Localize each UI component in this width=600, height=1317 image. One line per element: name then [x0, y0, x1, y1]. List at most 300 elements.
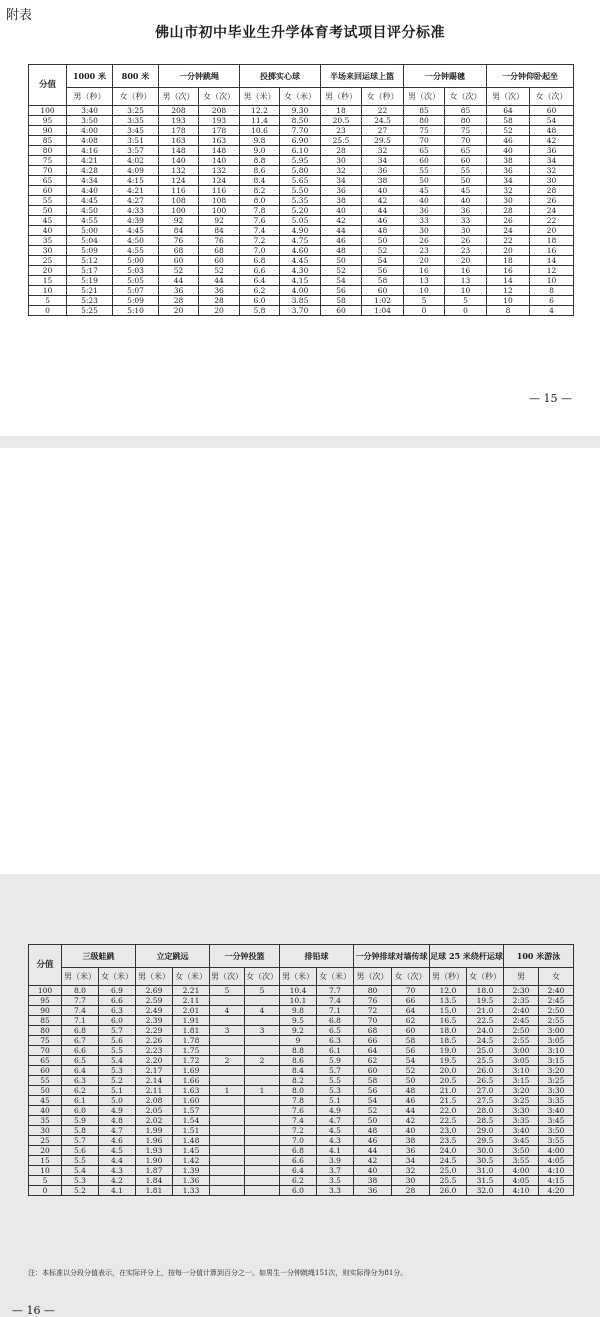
value-cell: 34 [530, 156, 574, 166]
table-row [29, 1006, 574, 1016]
value-cell: 21.0 [430, 1086, 467, 1096]
value-cell: 124 [159, 176, 199, 186]
value-cell: 6.2 [280, 1176, 317, 1186]
value-cell: 4:15 [113, 176, 159, 186]
value-cell: 3:30 [539, 1086, 574, 1096]
value-cell: 5:21 [67, 286, 113, 296]
score-cell: 65 [29, 1056, 62, 1066]
value-cell: 5 [210, 986, 245, 996]
table-row [29, 1056, 574, 1066]
score-cell: 50 [29, 1086, 62, 1096]
value-cell [210, 996, 245, 1006]
value-cell: 21.0 [467, 1006, 504, 1016]
value-cell: 7.6 [240, 216, 280, 226]
value-cell: 29.5 [362, 136, 404, 146]
value-cell: 24.5 [430, 1156, 467, 1166]
value-cell: 30 [487, 196, 530, 206]
value-cell: 9.8 [240, 136, 280, 146]
value-cell: 7.0 [240, 246, 280, 256]
value-cell: 100 [159, 206, 199, 216]
score-cell: 0 [29, 306, 67, 316]
sub-header: 女（米） [280, 88, 321, 106]
value-cell: 30 [445, 226, 487, 236]
value-cell [210, 1176, 245, 1186]
value-cell: 19.0 [430, 1046, 467, 1056]
value-cell: 19.5 [430, 1056, 467, 1066]
value-cell: 3:25 [504, 1096, 539, 1106]
value-cell: 8.6 [240, 166, 280, 176]
value-cell: 33 [404, 216, 445, 226]
value-cell: 3:35 [539, 1096, 574, 1106]
sub-header: 女（米） [317, 968, 354, 986]
value-cell: 12.0 [430, 986, 467, 996]
value-cell: 148 [199, 146, 240, 156]
value-cell: 28 [530, 186, 574, 196]
page-15 [0, 0, 600, 436]
value-cell: 15.0 [430, 1006, 467, 1016]
value-cell: 3:20 [539, 1066, 574, 1076]
value-cell: 1.54 [173, 1116, 210, 1126]
sub-header: 男（米） [240, 88, 280, 106]
value-cell: 0 [404, 306, 445, 316]
value-cell: 4:21 [113, 186, 159, 196]
value-cell: 18 [321, 106, 362, 116]
value-cell: 4.7 [99, 1126, 136, 1136]
value-cell [210, 1136, 245, 1146]
value-cell: 3:00 [504, 1046, 539, 1056]
value-cell: 5 [404, 296, 445, 306]
sub-header: 男（次） [354, 968, 392, 986]
value-cell: 4:40 [67, 186, 113, 196]
value-cell: 44 [392, 1106, 430, 1116]
value-cell: 1.91 [173, 1016, 210, 1026]
table-row [29, 106, 574, 116]
value-cell: 3.85 [280, 296, 321, 306]
value-cell: 3:40 [504, 1126, 539, 1136]
value-cell: 1.87 [136, 1166, 173, 1176]
value-cell: 1.63 [173, 1086, 210, 1096]
value-cell [210, 1076, 245, 1086]
table-row [29, 1016, 574, 1026]
value-cell: 5.05 [280, 216, 321, 226]
value-cell [245, 1016, 280, 1026]
value-cell: 13 [404, 276, 445, 286]
score-cell: 15 [29, 1156, 62, 1166]
value-cell: 3:15 [539, 1056, 574, 1066]
value-cell: 140 [159, 156, 199, 166]
value-cell: 55 [404, 166, 445, 176]
value-cell: 60 [392, 1026, 430, 1036]
value-cell: 22 [362, 106, 404, 116]
sub-header: 女（次） [199, 88, 240, 106]
value-cell: 163 [199, 136, 240, 146]
value-cell: 6.8 [240, 256, 280, 266]
score-cell: 70 [29, 166, 67, 176]
value-cell: 72 [354, 1006, 392, 1016]
value-cell: 50 [354, 1116, 392, 1126]
value-cell: 5.6 [62, 1146, 99, 1156]
value-cell: 7.2 [280, 1126, 317, 1136]
value-cell: 8.0 [240, 196, 280, 206]
value-cell: 3:00 [539, 1026, 574, 1036]
page-number: — 16 — [12, 1304, 55, 1317]
value-cell: 22.0 [430, 1106, 467, 1116]
value-cell: 2:30 [504, 986, 539, 996]
table-row [29, 1156, 574, 1166]
value-cell: 4.6 [99, 1136, 136, 1146]
value-cell: 1.96 [136, 1136, 173, 1146]
value-cell: 6.0 [280, 1186, 317, 1196]
table-row [29, 986, 574, 996]
value-cell: 3:10 [539, 1046, 574, 1056]
value-cell: 31.0 [467, 1166, 504, 1176]
value-cell: 80 [445, 116, 487, 126]
score-cell: 95 [29, 996, 62, 1006]
value-cell: 4:21 [67, 156, 113, 166]
value-cell: 16 [487, 266, 530, 276]
score-cell: 30 [29, 1126, 62, 1136]
value-cell: 8.6 [280, 1056, 317, 1066]
value-cell: 3:50 [539, 1126, 574, 1136]
value-cell: 25.0 [430, 1166, 467, 1176]
value-cell [245, 996, 280, 1006]
score-cell: 25 [29, 256, 67, 266]
value-cell: 5.3 [62, 1176, 99, 1186]
value-cell: 8.50 [280, 116, 321, 126]
value-cell: 4:05 [539, 1156, 574, 1166]
value-cell: 18.0 [467, 986, 504, 996]
value-cell: 6.8 [280, 1146, 317, 1156]
value-cell: 4:55 [67, 216, 113, 226]
value-cell: 6 [530, 296, 574, 306]
value-cell: 40 [321, 206, 362, 216]
value-cell: 44 [159, 276, 199, 286]
value-cell: 6.8 [317, 1016, 354, 1026]
value-cell: 3:25 [539, 1076, 574, 1086]
value-cell: 1.78 [173, 1036, 210, 1046]
event-header: 立定跳远 [136, 945, 210, 968]
value-cell: 2.21 [173, 986, 210, 996]
value-cell: 65 [404, 146, 445, 156]
value-cell: 40 [354, 1166, 392, 1176]
value-cell: 4:02 [113, 156, 159, 166]
value-cell: 20 [445, 256, 487, 266]
value-cell: 11.4 [240, 116, 280, 126]
value-cell: 30.0 [467, 1146, 504, 1156]
value-cell: 50 [321, 256, 362, 266]
score-cell: 95 [29, 116, 67, 126]
score-cell: 35 [29, 236, 67, 246]
value-cell: 116 [159, 186, 199, 196]
value-cell: 26 [530, 196, 574, 206]
value-cell [245, 1106, 280, 1116]
value-cell: 5.2 [62, 1186, 99, 1196]
value-cell: 108 [159, 196, 199, 206]
score-cell: 55 [29, 196, 67, 206]
event-header: 一分钟仰卧起坐 [487, 65, 574, 88]
value-cell: 48 [392, 1086, 430, 1096]
value-cell: 38 [321, 196, 362, 206]
value-cell: 38 [487, 156, 530, 166]
value-cell: 6.3 [62, 1076, 99, 1086]
value-cell: 2:45 [504, 1016, 539, 1026]
score-cell: 40 [29, 1106, 62, 1116]
value-cell: 10 [404, 286, 445, 296]
sub-header: 女（次） [245, 968, 280, 986]
value-cell: 25.5 [321, 136, 362, 146]
value-cell: 60 [159, 256, 199, 266]
value-cell: 7.70 [280, 126, 321, 136]
value-cell: 5:00 [67, 226, 113, 236]
value-cell: 6.2 [240, 286, 280, 296]
value-cell: 23.0 [430, 1126, 467, 1136]
value-cell: 5:07 [113, 286, 159, 296]
value-cell: 6.0 [62, 1106, 99, 1116]
value-cell: 55 [445, 166, 487, 176]
value-cell: 28.0 [467, 1106, 504, 1116]
value-cell: 33 [445, 216, 487, 226]
value-cell: 6.1 [62, 1096, 99, 1106]
table-row [29, 186, 574, 196]
value-cell: 29.0 [467, 1126, 504, 1136]
value-cell: 24 [487, 226, 530, 236]
value-cell: 3:45 [113, 126, 159, 136]
value-cell: 1.81 [173, 1026, 210, 1036]
value-cell: 4.4 [99, 1156, 136, 1166]
value-cell: 5.8 [240, 306, 280, 316]
value-cell: 3:30 [504, 1106, 539, 1116]
value-cell: 26 [445, 236, 487, 246]
value-cell: 5.6 [99, 1036, 136, 1046]
value-cell: 30 [530, 176, 574, 186]
value-cell: 26.0 [467, 1066, 504, 1076]
value-cell: 1.36 [173, 1176, 210, 1186]
value-cell: 58 [321, 296, 362, 306]
value-cell: 5:09 [113, 296, 159, 306]
value-cell: 1 [210, 1086, 245, 1096]
value-cell: 208 [159, 106, 199, 116]
value-cell: 80 [404, 116, 445, 126]
value-cell: 48 [530, 126, 574, 136]
value-cell: 52 [321, 266, 362, 276]
value-cell: 5.80 [280, 166, 321, 176]
event-header: 足球 25 米绕杆运球 [430, 945, 504, 968]
value-cell: 50 [404, 176, 445, 186]
value-cell: 5.50 [280, 186, 321, 196]
value-cell: 1.72 [173, 1056, 210, 1066]
value-cell: 1.48 [173, 1136, 210, 1146]
score-cell: 45 [29, 1096, 62, 1106]
value-cell: 28 [159, 296, 199, 306]
value-cell: 4:50 [113, 236, 159, 246]
value-cell: 16 [445, 266, 487, 276]
sub-header: 男（米） [136, 968, 173, 986]
value-cell [245, 1136, 280, 1146]
value-cell: 24.5 [467, 1036, 504, 1046]
value-cell: 21.5 [430, 1096, 467, 1106]
score-cell: 30 [29, 246, 67, 256]
value-cell: 7.1 [317, 1006, 354, 1016]
event-header: 1000 米 [67, 65, 113, 88]
value-cell [210, 1066, 245, 1076]
sub-header: 女（次） [445, 88, 487, 106]
value-cell: 32.0 [467, 1186, 504, 1196]
value-cell: 7.1 [62, 1016, 99, 1026]
value-cell: 34 [392, 1156, 430, 1166]
value-cell: 2 [210, 1056, 245, 1066]
value-cell: 7.2 [240, 236, 280, 246]
sub-header: 男（次） [487, 88, 530, 106]
value-cell: 10 [530, 276, 574, 286]
value-cell: 80 [354, 986, 392, 996]
value-cell: 3:50 [67, 116, 113, 126]
value-cell: 5:10 [113, 306, 159, 316]
value-cell: 28.5 [467, 1116, 504, 1126]
value-cell: 8.4 [280, 1066, 317, 1076]
value-cell: 4:10 [504, 1186, 539, 1196]
value-cell: 6.5 [62, 1056, 99, 1066]
value-cell: 3:57 [113, 146, 159, 156]
score-cell: 90 [29, 126, 67, 136]
value-cell: 54 [354, 1096, 392, 1106]
value-cell: 2 [245, 1056, 280, 1066]
value-cell: 100 [199, 206, 240, 216]
value-cell: 84 [199, 226, 240, 236]
value-cell: 6.0 [99, 1016, 136, 1026]
value-cell: 46 [392, 1096, 430, 1106]
value-cell: 3:15 [504, 1076, 539, 1086]
score-header: 分值 [29, 65, 67, 106]
value-cell: 148 [159, 146, 199, 156]
value-cell: 3:25 [113, 106, 159, 116]
value-cell: 4:10 [539, 1166, 574, 1176]
table-row [29, 1146, 574, 1156]
value-cell: 2:35 [504, 996, 539, 1006]
value-cell: 5.20 [280, 206, 321, 216]
value-cell: 2.05 [136, 1106, 173, 1116]
value-cell [245, 1156, 280, 1166]
sub-header: 女（次） [392, 968, 430, 986]
value-cell: 8 [487, 306, 530, 316]
value-cell [210, 1046, 245, 1056]
value-cell: 1.33 [173, 1186, 210, 1196]
value-cell: 50 [392, 1076, 430, 1086]
value-cell: 8.0 [62, 986, 99, 996]
value-cell: 0 [445, 306, 487, 316]
value-cell: 40 [392, 1126, 430, 1136]
value-cell: 2.14 [136, 1076, 173, 1086]
value-cell: 30.5 [467, 1156, 504, 1166]
value-cell: 7.7 [317, 986, 354, 996]
sub-header: 女（秒） [467, 968, 504, 986]
value-cell: 54 [392, 1056, 430, 1066]
value-cell: 2:45 [539, 996, 574, 1006]
value-cell: 66 [392, 996, 430, 1006]
value-cell: 40 [487, 146, 530, 156]
value-cell: 9.5 [280, 1016, 317, 1026]
value-cell: 5.2 [99, 1076, 136, 1086]
score-cell: 80 [29, 1026, 62, 1036]
value-cell: 7.7 [62, 996, 99, 1006]
value-cell: 10 [445, 286, 487, 296]
value-cell: 208 [199, 106, 240, 116]
value-cell: 48 [321, 246, 362, 256]
value-cell: 6.4 [280, 1166, 317, 1176]
value-cell: 12.2 [240, 106, 280, 116]
value-cell: 5.95 [280, 156, 321, 166]
value-cell: 46 [487, 136, 530, 146]
table-row [29, 226, 574, 236]
value-cell: 22.5 [467, 1016, 504, 1026]
table-row [29, 286, 574, 296]
score-cell: 85 [29, 1016, 62, 1026]
value-cell: 3 [245, 1026, 280, 1036]
value-cell: 2.02 [136, 1116, 173, 1126]
table-row [29, 996, 574, 1006]
value-cell: 30 [321, 156, 362, 166]
event-header: 一分钟投篮 [210, 945, 280, 968]
document-title: 佛山市初中毕业生升学体育考试项目评分标准 [155, 25, 445, 41]
value-cell: 132 [199, 166, 240, 176]
value-cell: 60 [445, 156, 487, 166]
value-cell: 46 [362, 216, 404, 226]
value-cell: 48 [362, 226, 404, 236]
value-cell: 76 [159, 236, 199, 246]
value-cell: 68 [159, 246, 199, 256]
score-cell: 0 [29, 1186, 62, 1196]
event-header: 排铅球 [280, 945, 354, 968]
score-cell: 75 [29, 156, 67, 166]
value-cell: 6.6 [280, 1156, 317, 1166]
table-row [29, 1136, 574, 1146]
value-cell: 24.0 [430, 1146, 467, 1156]
value-cell: 70 [445, 136, 487, 146]
value-cell: 48 [354, 1126, 392, 1136]
score-cell: 5 [29, 1176, 62, 1186]
value-cell: 2:50 [539, 1006, 574, 1016]
value-cell: 5:12 [67, 256, 113, 266]
value-cell [210, 1146, 245, 1156]
value-cell: 7.4 [240, 226, 280, 236]
score-cell: 90 [29, 1006, 62, 1016]
score-cell: 55 [29, 1076, 62, 1086]
value-cell: 3.70 [280, 306, 321, 316]
value-cell: 1.66 [173, 1076, 210, 1086]
value-cell: 5 [245, 986, 280, 996]
value-cell: 4:00 [67, 126, 113, 136]
value-cell: 3:40 [67, 106, 113, 116]
value-cell: 5.5 [317, 1076, 354, 1086]
table-row [29, 196, 574, 206]
value-cell: 2.26 [136, 1036, 173, 1046]
value-cell: 45 [445, 186, 487, 196]
annex-label: 附表 [6, 8, 33, 23]
value-cell: 36 [487, 166, 530, 176]
sub-header: 男（秒） [321, 88, 362, 106]
event-header: 一分钟跳绳 [159, 65, 240, 88]
event-header: 半场来回运球上篮 [321, 65, 404, 88]
value-cell: 58 [362, 276, 404, 286]
table-row [29, 276, 574, 286]
sub-header: 男（秒） [67, 88, 113, 106]
value-cell: 5.1 [99, 1086, 136, 1096]
value-cell: 28 [321, 146, 362, 156]
value-cell [210, 1036, 245, 1046]
value-cell: 5:09 [67, 246, 113, 256]
value-cell: 6.0 [240, 296, 280, 306]
value-cell: 10.4 [280, 986, 317, 996]
value-cell: 5.7 [317, 1066, 354, 1076]
